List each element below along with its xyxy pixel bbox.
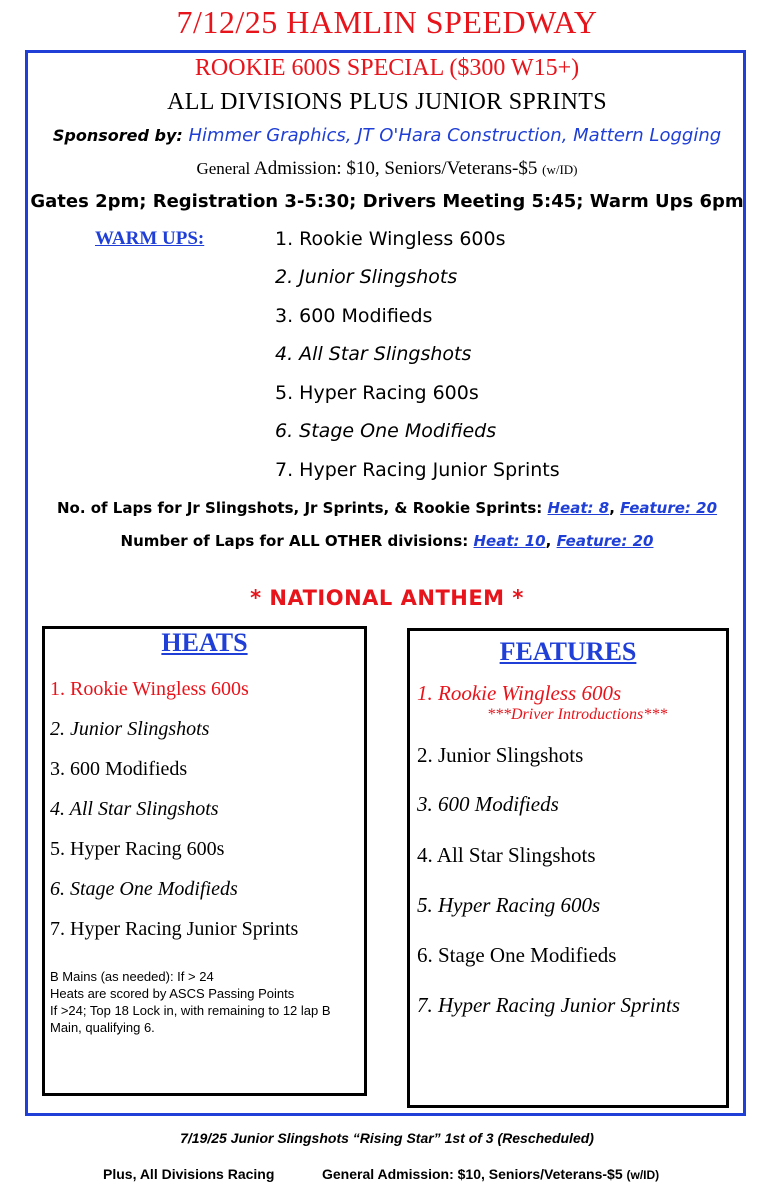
features-title: FEATURES xyxy=(499,637,637,666)
laps-line-junior xyxy=(0,499,774,517)
heats-notes xyxy=(50,968,360,1036)
warmup-item: 1. Rookie Wingless 600s xyxy=(275,228,506,250)
heat-item: 2. Junior Slingshots xyxy=(50,718,210,740)
warmups-label: WARM UPS: xyxy=(95,228,205,249)
warmup-item: 3. 600 Modifieds xyxy=(275,305,433,327)
sponsor-label: Sponsored by: xyxy=(52,126,183,145)
feature-item: 6. Stage One Modifieds xyxy=(417,943,617,967)
footer-next-event: 7/19/25 Junior Slingshots “Rising Star” 1st of 3 (Rescheduled) xyxy=(180,1130,594,1146)
footer-admission-prices: General Admission: $10, Seniors/Veterans-$5 xyxy=(322,1166,623,1182)
laps-sep: , xyxy=(545,532,552,550)
laps-junior-text: No. of Laps for Jr Slingshots, Jr Sprints, & Rookie Sprints: xyxy=(56,499,543,517)
admission-line xyxy=(0,158,774,180)
feature-item: 5. Hyper Racing 600s xyxy=(417,893,601,917)
feature-item: 4. All Star Slingshots xyxy=(417,843,596,867)
admission-prices: Admission: $10, Seniors/Veterans-$5 xyxy=(253,158,538,179)
laps-sep: , xyxy=(609,499,615,517)
laps-other-text: Number of Laps for ALL OTHER divisions: xyxy=(120,532,469,550)
heats-note: B Mains (as needed): If > 24 xyxy=(50,969,214,984)
admission-general: General xyxy=(196,159,251,178)
warmup-item: 6. Stage One Modifieds xyxy=(275,420,497,442)
page-title: 7/12/25 HAMLIN SPEEDWAY xyxy=(176,4,598,40)
heats-note: If >24; Top 18 Lock in, with remaining to 12 lap B Main, qualifying 6. xyxy=(50,1003,331,1035)
laps-junior-feature: Feature: 20 xyxy=(620,499,718,517)
heats-note: Heats are scored by ASCS Passing Points xyxy=(50,986,295,1001)
heat-item: 5. Hyper Racing 600s xyxy=(50,838,225,860)
heat-item: 4. All Star Slingshots xyxy=(50,798,219,820)
event-subtitle: ROOKIE 600S SPECIAL ($300 W15+) xyxy=(194,55,580,81)
driver-introductions: ***Driver Introductions*** xyxy=(487,706,668,723)
sponsor-names: Himmer Graphics, JT O'Hara Construction, Mattern Logging xyxy=(188,125,722,146)
feature-item: 2. Junior Slingshots xyxy=(417,743,584,767)
heat-item: 7. Hyper Racing Junior Sprints xyxy=(50,918,299,940)
admission-id-note: (w/ID) xyxy=(542,162,578,177)
laps-other-heat: Heat: 10 xyxy=(473,532,546,550)
heat-item: 6. Stage One Modifieds xyxy=(50,878,238,900)
laps-junior-heat: Heat: 8 xyxy=(547,499,610,517)
laps-other-feature: Feature: 20 xyxy=(556,532,654,550)
heats-title: HEATS xyxy=(161,628,248,657)
laps-line-other xyxy=(0,532,774,550)
footer-admission-id: (w/ID) xyxy=(626,1168,660,1182)
warmup-item: 2. Junior Slingshots xyxy=(275,266,458,288)
heat-item: 1. Rookie Wingless 600s xyxy=(50,678,249,700)
sponsor-line xyxy=(0,125,774,146)
warmup-item: 5. Hyper Racing 600s xyxy=(275,382,479,404)
feature-item: 7. Hyper Racing Junior Sprints xyxy=(417,993,681,1017)
schedule-line: Gates 2pm; Registration 3-5:30; Drivers Meeting 5:45; Warm Ups 6pm xyxy=(30,191,744,212)
warmup-item: 7. Hyper Racing Junior Sprints xyxy=(275,459,560,481)
heat-item: 3. 600 Modifieds xyxy=(50,758,188,780)
footer-all-divisions: Plus, All Divisions Racing xyxy=(103,1166,275,1182)
national-anthem: * NATIONAL ANTHEM * xyxy=(250,586,524,610)
feature-item: 1. Rookie Wingless 600s xyxy=(417,681,622,705)
divisions-line: ALL DIVISIONS PLUS JUNIOR SPRINTS xyxy=(167,89,607,115)
feature-item: 3. 600 Modifieds xyxy=(417,792,559,816)
warmup-item: 4. All Star Slingshots xyxy=(275,343,472,365)
footer-admission xyxy=(322,1166,659,1182)
